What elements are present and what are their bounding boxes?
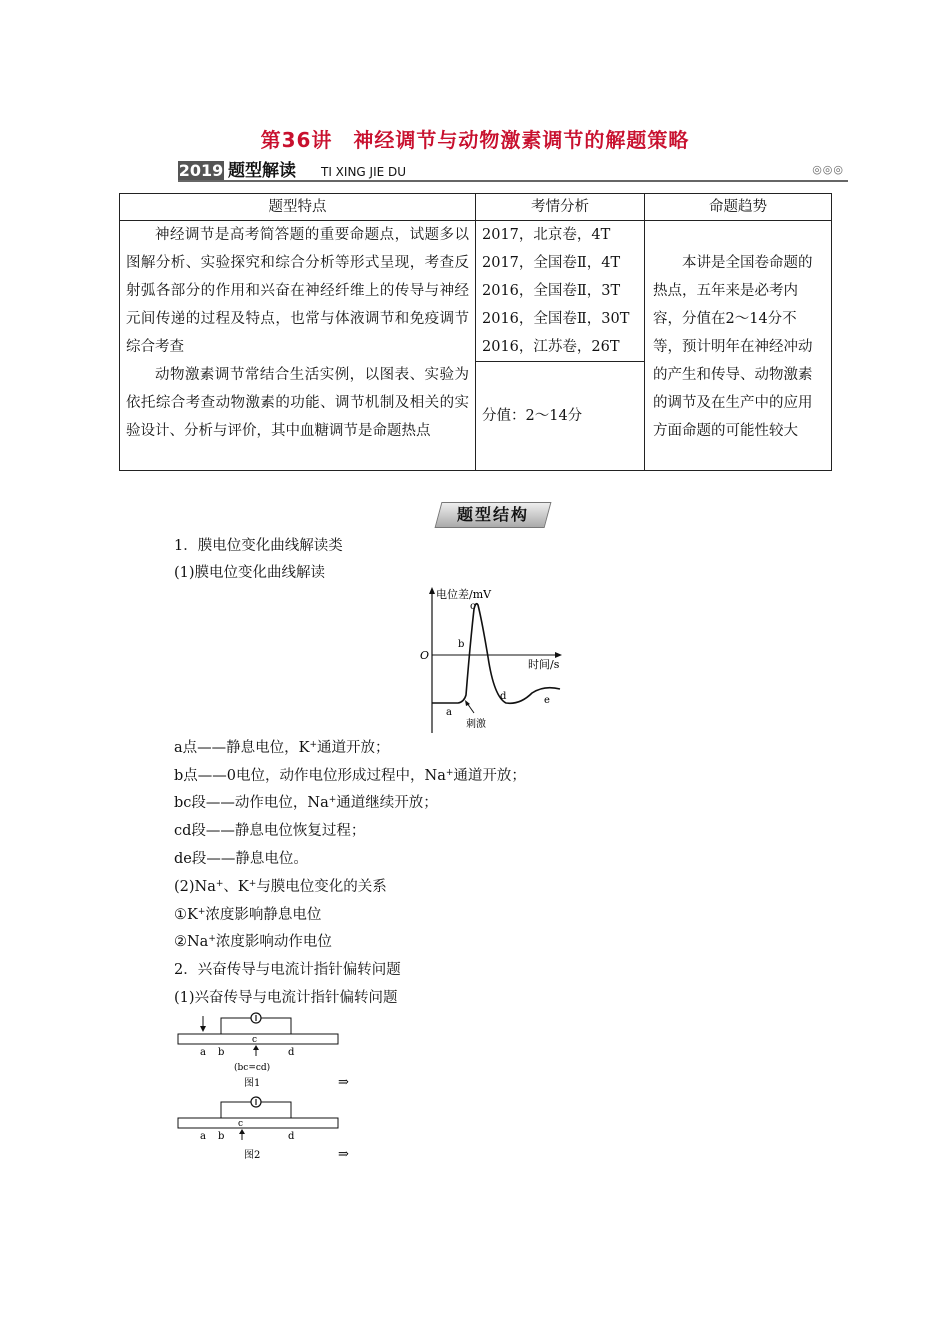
s2-heading: 2．兴奋传导与电流计指针偏转问题 — [174, 962, 401, 978]
fig2-arrow-icon: ⇒ — [338, 1147, 349, 1162]
point-b: b — [458, 639, 465, 650]
line-cd: cd段——静息电位恢复过程； — [174, 823, 366, 839]
banner-dots-icon: ◎◎◎ — [812, 163, 844, 176]
features-para-2: 动物激素调节常结合生活实例，以图表、实验为依托综合考查动物激素的功能、调节机制及相关的实验设计、分析与评价，其中血糖调节是命题热点 — [126, 367, 469, 439]
col-header-analysis: 考情分析 — [476, 194, 645, 221]
label-d: d — [288, 1047, 295, 1058]
exam-item: 2016，全国卷Ⅱ，30T — [482, 311, 630, 327]
exam-item: 2017，全国卷Ⅱ，4T — [482, 255, 621, 271]
line-bc: bc段——动作电位，Na+通道继续开放； — [174, 795, 438, 811]
point-e: e — [544, 695, 550, 706]
stimulus-label: 刺激 — [466, 719, 486, 730]
membrane-potential-figure — [410, 585, 580, 735]
label-c: c — [238, 1119, 244, 1129]
s1-heading: 1．膜电位变化曲线解读类 — [174, 538, 343, 554]
fig1-note: (bc=cd) — [234, 1063, 271, 1073]
score-cell: 分值：2～14分 — [476, 362, 645, 471]
y-axis-label: 电位差/mV — [436, 588, 492, 601]
overview-table — [119, 193, 832, 471]
col-header-features: 题型特点 — [120, 194, 476, 221]
features-cell — [120, 221, 476, 471]
line-b: b点——0电位，动作电位形成过程中，Na+通道开放； — [174, 768, 526, 784]
y-axis-arrow-icon — [429, 587, 435, 594]
trend-text: 本讲是全国卷命题的热点，五年来是必考内容，分值在2～14分不等，预计明年在神经冲动的产生和传导、动物激素的调节及在生产中的应用方面命题的可能性较大 — [653, 255, 813, 439]
label-a: a — [200, 1047, 206, 1058]
exam-item: 2017，北京卷，4T — [482, 227, 611, 243]
exam-item: 2016，全国卷Ⅱ，3T — [482, 283, 621, 299]
fig2-caption: 图2 — [244, 1150, 261, 1161]
figure-2 — [170, 1096, 370, 1164]
point-a: a — [446, 707, 452, 718]
stimulus-arrow-icon — [200, 1026, 206, 1032]
label-b: b — [218, 1131, 225, 1142]
exams-cell — [476, 221, 645, 362]
x-axis-label: 时间/s — [528, 658, 560, 671]
point-d: d — [500, 691, 507, 702]
exam-item: 2016，江苏卷，26T — [482, 339, 620, 355]
banner-rule — [178, 180, 848, 182]
nerve-fiber — [178, 1118, 338, 1128]
label-d: d — [288, 1131, 295, 1142]
stimulus-arrow-icon — [239, 1129, 245, 1134]
section-banner — [178, 160, 848, 182]
banner-main: 题型解读 — [228, 161, 296, 181]
s2-sub1: (1)兴奋传导与电流计指针偏转问题 — [174, 990, 398, 1006]
figure-1 — [170, 1012, 370, 1092]
banner-year: 2019 — [178, 161, 224, 180]
line-de: de段——静息电位。 — [174, 851, 308, 867]
potential-curve — [432, 604, 560, 704]
item-2: ②Na+浓度影响动作电位 — [174, 934, 332, 950]
features-para-1: 神经调节是高考简答题的重要命题点，试题多以图解分析、实验探究和综合分析等形式呈现，考查反射弧各部分的作用和兴奋在神经纤维上的传导与神经元间传递的过程及特点，也常与体液调节和免疫调节综合考查 — [126, 227, 469, 355]
s1-sub2: (2)Na+、K+与膜电位变化的关系 — [174, 879, 387, 895]
section-tag — [435, 502, 552, 528]
label-a: a — [200, 1131, 206, 1142]
item-1: ①K+浓度影响静息电位 — [174, 907, 322, 923]
line-a: a点——静息电位，K+通道开放； — [174, 740, 390, 756]
nerve-fiber — [178, 1034, 338, 1044]
section-tag-label: 题型结构 — [456, 505, 529, 524]
label-c: c — [252, 1035, 258, 1045]
banner-sub: TI XING JIE DU — [321, 165, 407, 179]
point-c-arrow-icon — [253, 1045, 259, 1050]
col-header-trend: 命题趋势 — [645, 194, 832, 221]
fig1-caption: 图1 — [244, 1078, 261, 1089]
page-title: 第36讲 神经调节与动物激素调节的解题策略 — [260, 128, 690, 152]
label-b: b — [218, 1047, 225, 1058]
fig1-arrow-icon: ⇒ — [338, 1075, 349, 1090]
origin-label: O — [420, 649, 430, 662]
trend-cell — [645, 221, 832, 471]
stimulus-arrow-icon — [465, 700, 470, 706]
point-c: c — [470, 601, 476, 612]
s1-sub1: (1)膜电位变化曲线解读 — [174, 565, 326, 581]
